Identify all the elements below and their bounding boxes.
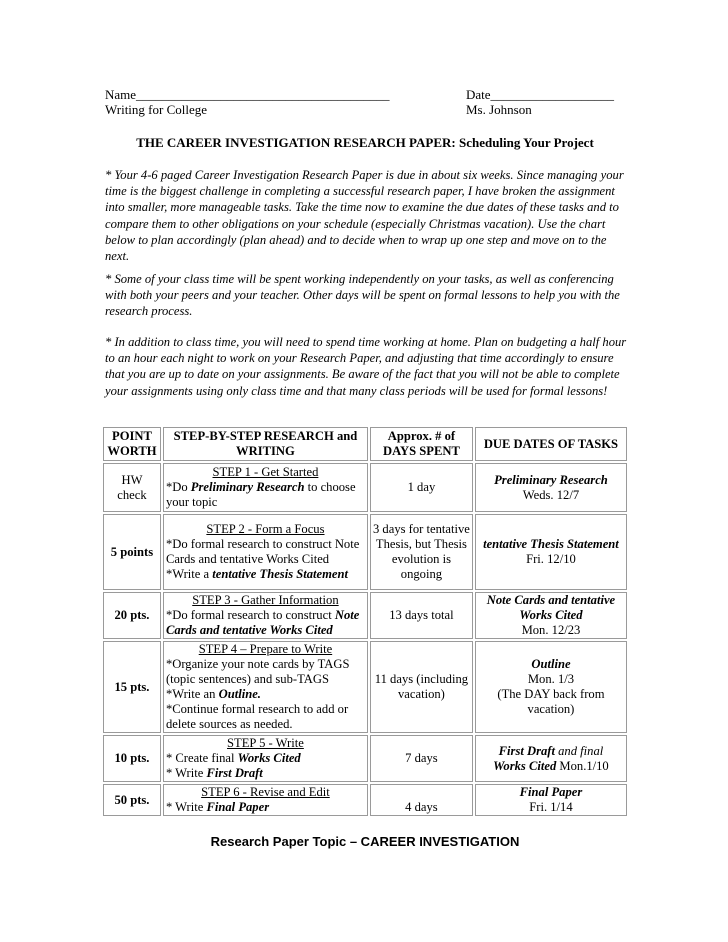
due-date: Fri. 1/14: [529, 800, 573, 814]
days-cell: 11 days (including vacation): [370, 641, 473, 733]
step-text: * Create final: [165, 751, 238, 765]
step-text: *Do formal research to construct Note Cards and tentative Works Cited: [165, 537, 360, 566]
due-cell: [475, 735, 627, 782]
paragraph-class-time: * Some of your class time will be spent working independently on your tasks, as well as conferencing with both your peers and your teacher. Other days will be spent on formal lessons to help you with the research process.: [105, 272, 620, 319]
paragraph-home-time: * In addition to class time, you will need to spend time working at home. Plan on budgeting a half hour to an hour each night to work on your Research Paper, and adjusting that time accordingly to ensure that you are up to date on your assignments. Be aware of the fact that you will not be able to complete your assignments using only class time and that many class periods will be used for formal lessons!: [105, 335, 627, 398]
table-row: [103, 463, 627, 512]
paragraph-intro: * Your 4-6 paged Career Investigation Research Paper is due in about six weeks. Since managing your time is the biggest challenge in completing a successful research paper, I have broken the assignment into smaller, more manageable tasks. Take the time now to examine the due dates of these tasks and to compare them to other obligations on your schedule (especially Christmas vacation). Use the chart below to plan accordingly (plan ahead) and to decide when to wrap up one step and move on to the next.: [105, 168, 624, 264]
days-cell: 3 days for tentative Thesis, but Thesis evolution is ongoing: [370, 514, 473, 590]
due-task: Outline: [531, 657, 571, 671]
step-title: STEP 1 - Get Started: [212, 465, 319, 479]
due-connector: and final: [554, 743, 604, 758]
table-row: [103, 735, 627, 782]
days-cell: 1 day: [370, 463, 473, 512]
due-date: Mon.1/10: [556, 758, 609, 773]
step-text: *Continue formal research to add or delete sources as needed.: [165, 702, 349, 731]
date-field[interactable]: Date___________________: [466, 87, 615, 102]
step-cell: [163, 514, 368, 590]
step-emphasis: Final Paper: [206, 800, 270, 814]
days-cell: 13 days total: [370, 592, 473, 639]
step-text: * Write: [165, 800, 207, 814]
days-cell: 7 days: [370, 735, 473, 782]
step-text: *Do formal research to construct: [165, 608, 335, 622]
header-days: Approx. # of DAYS SPENT: [370, 427, 473, 461]
step-emphasis: First Draft: [206, 766, 263, 780]
table-header-row: [103, 427, 627, 461]
step-cell: [163, 641, 368, 733]
step-title: STEP 2 - Form a Focus: [206, 522, 325, 536]
table-row: [103, 641, 627, 733]
header-due: DUE DATES OF TASKS: [475, 427, 627, 461]
due-cell: [475, 514, 627, 590]
due-task: First Draft: [498, 743, 555, 758]
schedule-table: [101, 425, 629, 818]
course-name: Writing for College: [105, 102, 208, 117]
due-date: Fri. 12/10: [526, 552, 576, 566]
step-emphasis: Outline.: [218, 687, 261, 701]
due-cell: [475, 784, 627, 816]
step-title: STEP 6 - Revise and Edit: [201, 785, 330, 799]
table-row: [103, 784, 627, 816]
step-cell: [163, 592, 368, 639]
points-cell: 50 pts.: [103, 784, 161, 816]
step-emphasis: tentative Thesis Statement: [212, 567, 349, 581]
step-title: STEP 5 - Write: [227, 736, 304, 750]
due-task: Note Cards and tentative Works Cited: [486, 593, 616, 622]
step-emphasis: Preliminary Research: [190, 480, 305, 494]
step-text: *Organize your note cards by TAGS (topic sentences) and sub-TAGS: [165, 657, 350, 686]
days-cell: 4 days: [370, 784, 473, 816]
step-title: STEP 4 – Prepare to Write: [198, 642, 333, 656]
step-text: *Write a: [165, 567, 213, 581]
step-text: * Write: [165, 766, 207, 780]
due-task: Final Paper: [519, 785, 583, 799]
due-cell: [475, 592, 627, 639]
step-text: *Write an: [165, 687, 219, 701]
table-row: [103, 592, 627, 639]
points-cell: 5 points: [103, 514, 161, 590]
step-emphasis: Note Cards and tentative Works Cited: [165, 608, 360, 637]
due-task: Works Cited: [493, 758, 557, 773]
teacher-name: Ms. Johnson: [466, 102, 532, 117]
due-date: Weds. 12/7: [522, 487, 580, 502]
step-cell: [163, 784, 368, 816]
due-date: Mon. 12/23: [521, 623, 581, 637]
step-cell: [163, 463, 368, 512]
header-steps: STEP-BY-STEP RESEARCH and WRITING: [163, 427, 368, 461]
table-row: [103, 514, 627, 590]
due-note: (The DAY back from vacation): [497, 687, 605, 716]
footer-topic: Research Paper Topic – CAREER INVESTIGATION: [210, 834, 520, 849]
header-points: POINT WORTH: [103, 427, 161, 461]
due-task: tentative Thesis Statement: [483, 537, 619, 551]
due-task: Preliminary Research: [494, 472, 608, 487]
name-field[interactable]: Name_______________________________________: [105, 87, 390, 102]
step-title: STEP 3 - Gather Information: [192, 593, 339, 607]
step-text: *Do: [165, 480, 191, 494]
points-cell: HW check: [103, 463, 161, 512]
due-cell: [475, 463, 627, 512]
due-cell: [475, 641, 627, 733]
page-title: THE CAREER INVESTIGATION RESEARCH PAPER: Scheduling Your Project: [136, 135, 594, 150]
points-cell: 20 pts.: [103, 592, 161, 639]
step-text: to choose your topic: [165, 480, 356, 509]
due-date: Mon. 1/3: [527, 672, 575, 686]
step-emphasis: Works Cited: [237, 751, 301, 765]
points-cell: 15 pts.: [103, 641, 161, 733]
step-cell: [163, 735, 368, 782]
points-cell: 10 pts.: [103, 735, 161, 782]
